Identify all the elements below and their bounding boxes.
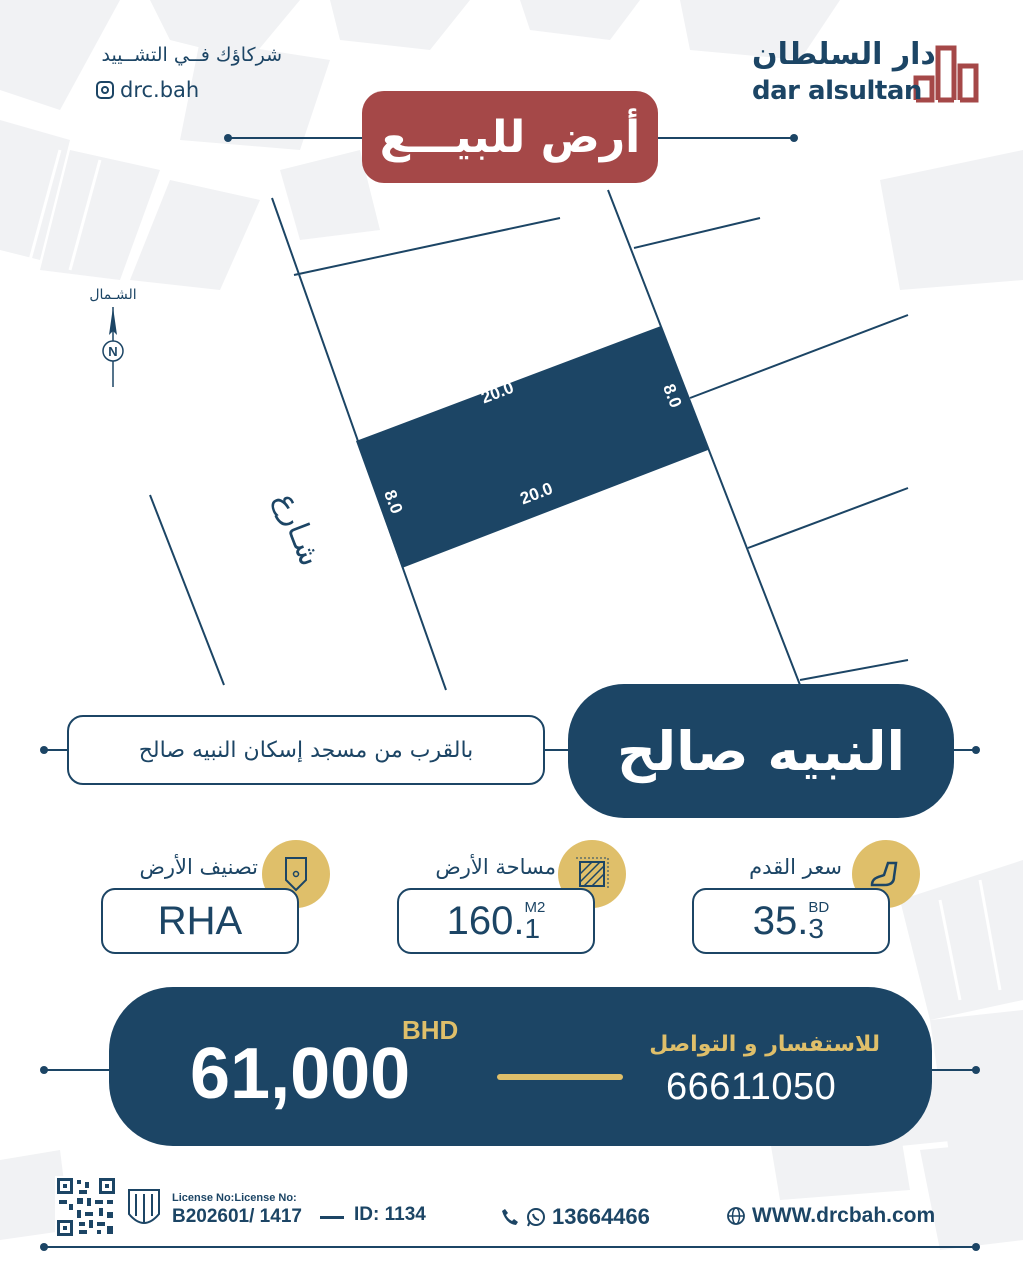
rule-dot-right	[790, 134, 798, 142]
qr-code-icon[interactable]	[55, 1176, 117, 1238]
phone-icon	[500, 1207, 520, 1227]
classification-label: تصنيف الأرض	[139, 855, 258, 879]
land-area-unit: M2	[524, 898, 546, 916]
north-label: الشـمال	[89, 287, 137, 303]
phone-number: 13664466	[552, 1204, 650, 1229]
dim-right: 8.0	[659, 381, 686, 411]
website-link[interactable]	[726, 1204, 935, 1228]
price-amount: 61,000	[190, 1034, 411, 1114]
plot-line	[634, 218, 760, 248]
website-text: WWW.drcbah.com	[752, 1204, 936, 1227]
contact-label: للاستفسار و التواصل	[649, 1032, 880, 1057]
land-plot	[356, 326, 708, 568]
rule-dot-left	[40, 1066, 48, 1074]
brand-name-ar: دار السلطان	[752, 37, 936, 72]
rule-dot-right	[972, 1243, 980, 1251]
contact-number[interactable]: 66611050	[666, 1066, 837, 1108]
license-number: B202601/ 1417	[172, 1206, 302, 1227]
foot-price-unit: BD	[808, 898, 830, 916]
plot-line	[800, 660, 908, 680]
street-edge	[150, 495, 224, 685]
whatsapp-icon	[526, 1207, 546, 1227]
rule-dot-left	[40, 1243, 48, 1251]
north-arrow-icon	[98, 305, 128, 389]
license-emblem-icon	[127, 1180, 161, 1234]
rule-dot-left	[40, 746, 48, 754]
rule-dot-left	[224, 134, 232, 142]
instagram-handle-text: drc.bah	[120, 78, 200, 102]
plot-map	[0, 180, 1023, 700]
land-area-dec: 1	[524, 912, 541, 944]
globe-icon	[726, 1206, 746, 1226]
listing-id: ID: 1134	[354, 1204, 426, 1225]
dim-top: 20.0	[478, 377, 517, 408]
price-currency: BHD	[402, 1015, 459, 1045]
foot-price-int: 35.	[752, 898, 809, 943]
price-divider	[497, 1074, 623, 1080]
plot-line	[294, 218, 560, 275]
dim-bottom: 20.0	[517, 478, 556, 509]
plot-line	[690, 315, 908, 398]
land-area-int: 160.	[446, 898, 525, 943]
dim-left: 8.0	[380, 487, 407, 517]
partner-tagline: شركاؤك فــي التشــييد	[101, 44, 282, 66]
phone-link[interactable]	[500, 1204, 650, 1230]
rule-dot-right	[972, 746, 980, 754]
foot-price-box	[692, 888, 890, 954]
for-sale-badge: أرض للبيـــع	[362, 91, 658, 183]
foot-price-label: سعر القدم	[749, 855, 842, 879]
land-area-label: مساحة الأرض	[435, 855, 556, 879]
footer-dash	[320, 1216, 344, 1219]
classification-box	[101, 888, 299, 954]
rule-dot-right	[972, 1066, 980, 1074]
street-label: شـارع	[267, 488, 328, 571]
brand-name-en: dar alsultan	[752, 76, 922, 106]
license-label: License No:License No:	[172, 1192, 297, 1204]
footer-rule	[44, 1246, 976, 1248]
near-landmark-box: بالقرب من مسجد إسكان النبيه صالح	[67, 715, 545, 785]
plot-line	[748, 488, 908, 548]
instagram-handle[interactable]	[96, 78, 199, 102]
north-letter: N	[108, 344, 118, 359]
foot-price-dec: 3	[808, 912, 824, 944]
area-name-pill: النبيه صالح	[568, 684, 954, 818]
land-area-box	[397, 888, 595, 954]
classification-value: RHA	[157, 898, 243, 943]
instagram-icon	[96, 81, 114, 99]
